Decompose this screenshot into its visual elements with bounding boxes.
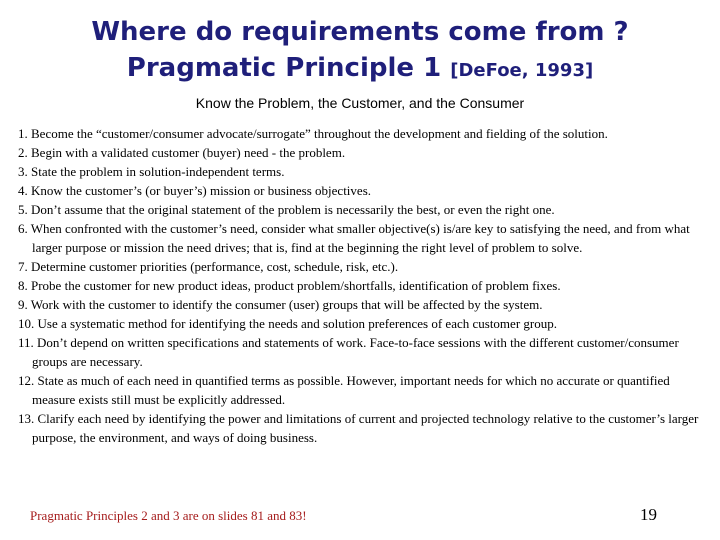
list-item: 4. Know the customer’s (or buyer’s) mission or business objectives.	[18, 183, 371, 198]
list-item: 6. When confronted with the customer’s need, consider what smaller objective(s) is/are key to satisfying the need, and from what larger purpose or mission the need drives; that is, find at the beginning the right level of problem to solve.	[18, 221, 690, 255]
list-item: 1. Become the “customer/consumer advocate/surrogate” throughout the development and fielding of the solution.	[18, 126, 608, 141]
citation: [DeFoe, 1993]	[450, 60, 594, 81]
list-item: 8. Probe the customer for new product ideas, product problem/shortfalls, identification of problem fixes.	[18, 278, 561, 293]
list-item: 3. State the problem in solution-independent terms.	[18, 164, 285, 179]
list-item: 7. Determine customer priorities (performance, cost, schedule, risk, etc.).	[18, 259, 399, 274]
principle-list	[18, 124, 708, 447]
slide-subtitle: Know the Problem, the Customer, and the Consumer	[195, 95, 525, 111]
list-item: 10. Use a systematic method for identifying the needs and solution preferences of each customer group.	[18, 316, 557, 331]
slide-title-line1: Where do requirements come from ?	[91, 17, 629, 47]
list-item: 2. Begin with a validated customer (buyer) need - the problem.	[18, 145, 346, 160]
list-item: 5. Don’t assume that the original statement of the problem is necessarily the best, or even the right one.	[18, 202, 555, 217]
slide-title-line2	[0, 52, 720, 87]
principle-title: Pragmatic Principle 1	[126, 53, 442, 83]
list-item: 13. Clarify each need by identifying the power and limitations of current and projected technology relative to the customer’s larger purpose, the environment, and ways of doing business.	[18, 411, 699, 445]
list-item: 9. Work with the customer to identify the consumer (user) groups that will be affected by the system.	[18, 297, 543, 312]
page-number: 19	[640, 505, 657, 524]
list-item: 12. State as much of each need in quantified terms as possible. However, important needs for which no accurate or quantified measure exists still must be explicitly addressed.	[18, 373, 670, 407]
list-item: 11. Don’t depend on written specifications and statements of work. Face-to-face sessions with the different customer/consumer groups are necessary.	[18, 335, 679, 369]
footer-note: Pragmatic Principles 2 and 3 are on slides 81 and 83!	[30, 508, 307, 523]
